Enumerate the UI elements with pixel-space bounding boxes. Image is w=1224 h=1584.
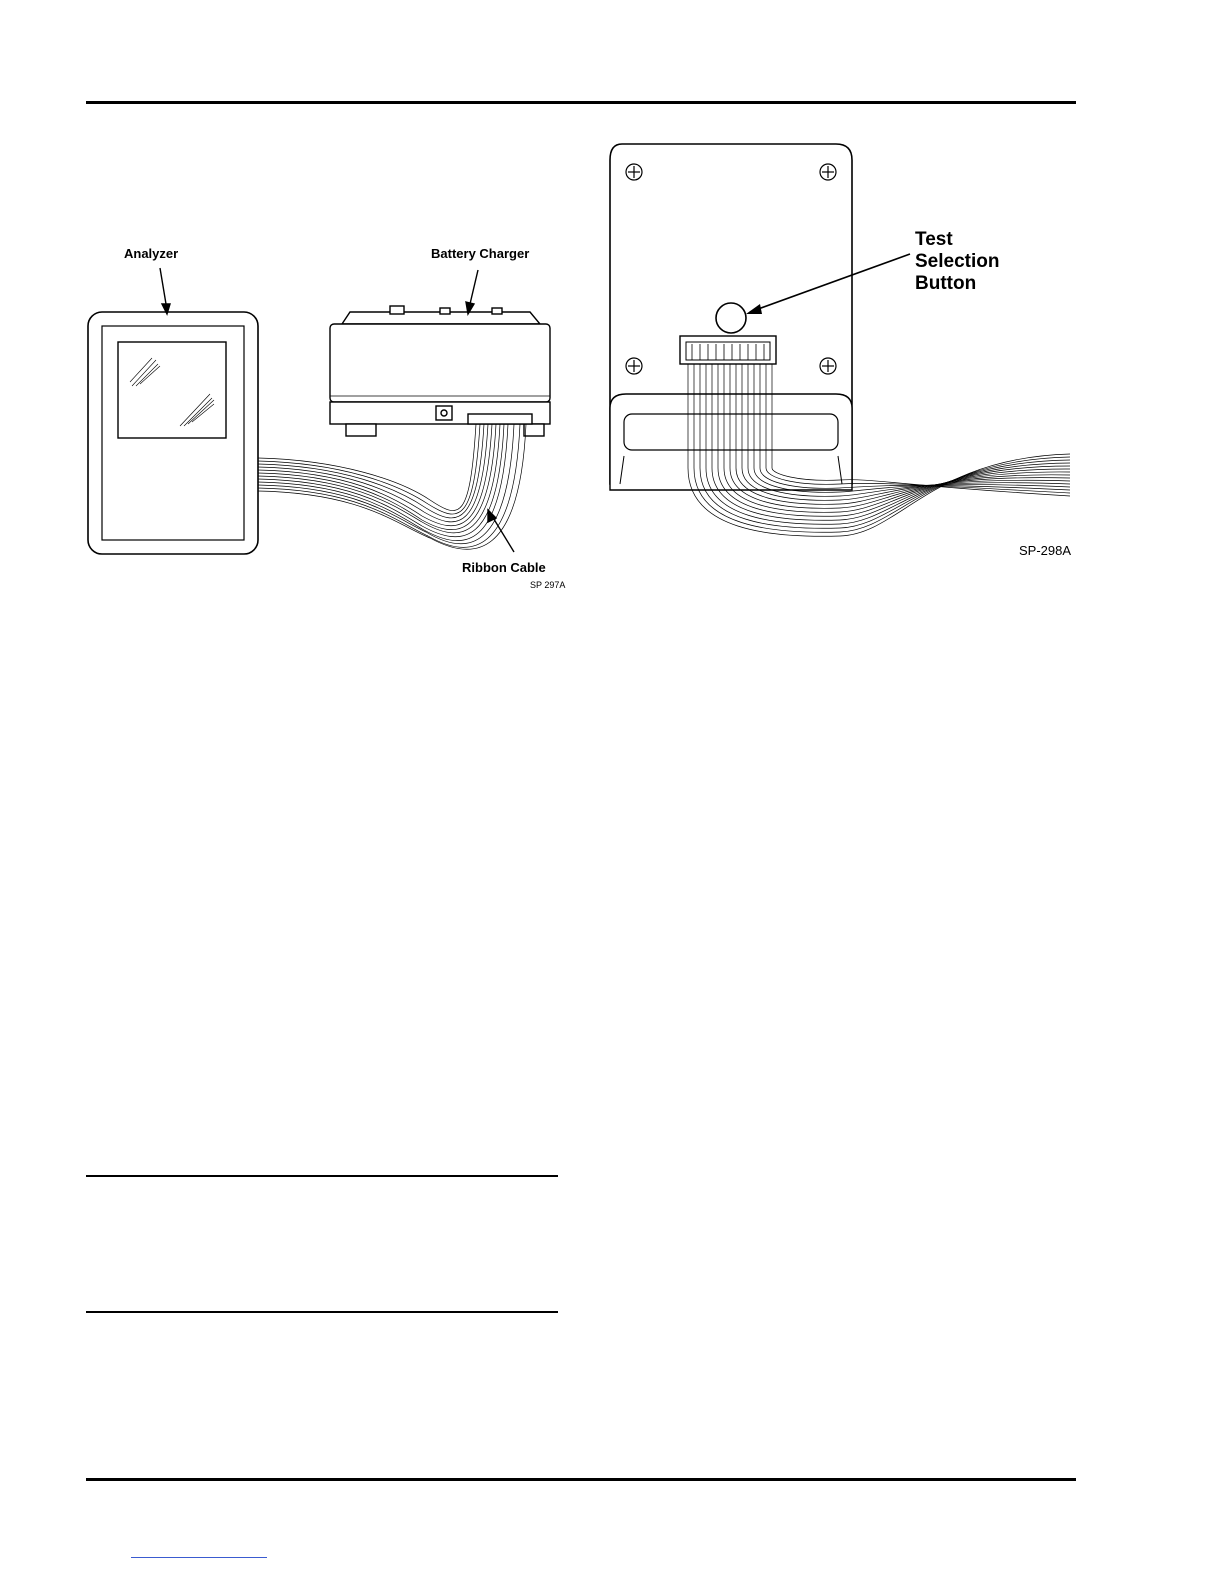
label-test-line2: Selection (915, 251, 1000, 272)
test-selection-button-icon (716, 303, 746, 333)
section-rule-2 (86, 1311, 558, 1313)
label-test-line1: Test (915, 229, 953, 250)
section-rule-1 (86, 1175, 558, 1177)
figure-code-right: SP-298A (1019, 543, 1072, 558)
figure-test-selection (600, 138, 1080, 558)
analyzer-screen (118, 342, 226, 438)
footer-link-underline[interactable] (131, 1557, 267, 1558)
bottom-rule (86, 1478, 1076, 1481)
label-test-line3: Button (915, 273, 977, 294)
label-ribbon-cable: Ribbon Cable (462, 560, 546, 575)
charger-connector (468, 414, 532, 424)
label-battery-charger: Battery Charger (431, 246, 530, 261)
label-analyzer: Analyzer (124, 246, 179, 261)
figure-analyzer-charger (80, 230, 580, 600)
figure-code-left: SP 297A (530, 580, 566, 590)
ribbon-cable-left (258, 424, 526, 549)
top-rule (86, 101, 1076, 104)
